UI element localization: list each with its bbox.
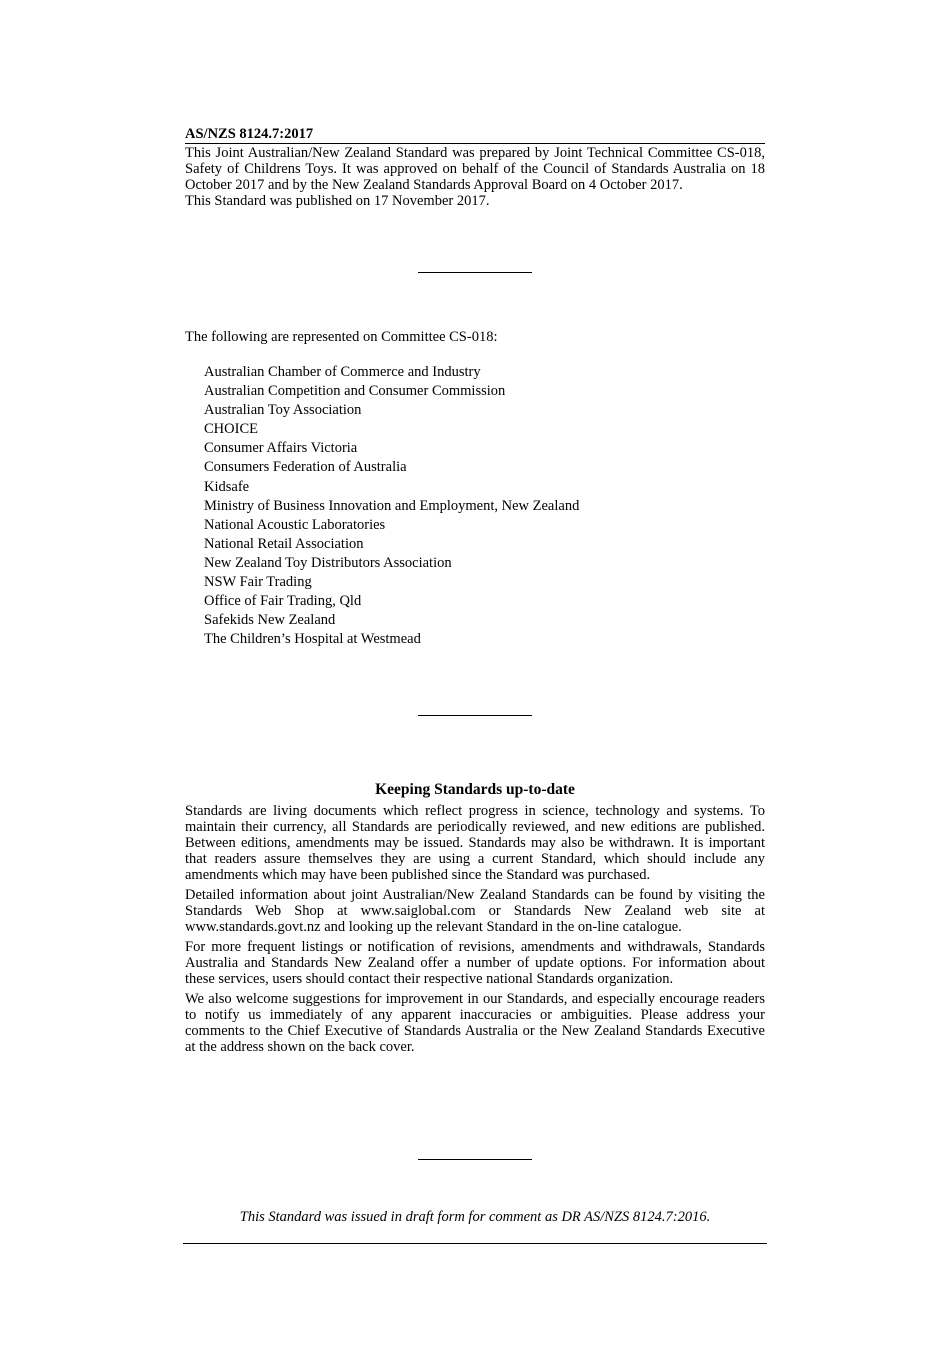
committee-member: The Children’s Hospital at Westmead [204,631,421,648]
keeping-standards-heading: Keeping Standards up-to-date [375,781,575,798]
body-paragraph: For more frequent listings or notification of revisions, amendments and withdrawals, Standards Australia and Standards New Zealand offer a number of update options. For information about these services, users should contact their respective national Standards organization. [185,939,765,987]
footer-rule [183,1243,767,1244]
committee-member: Consumers Federation of Australia [204,459,407,476]
standard-number: AS/NZS 8124.7:2017 [185,126,314,142]
draft-note: This Standard was issued in draft form for comment as DR AS/NZS 8124.7:2016. [239,1209,711,1225]
section-divider [418,1159,532,1160]
keeping-standards-body [185,803,765,1059]
committee-member: Australian Competition and Consumer Commission [204,383,506,400]
committee-member: New Zealand Toy Distributors Association [204,554,452,571]
committee-member: NSW Fair Trading [204,574,312,591]
committee-member: Ministry of Business Innovation and Employment, New Zealand [204,497,580,514]
committee-member: Safekids New Zealand [204,612,336,629]
section-divider [418,715,532,716]
body-paragraph: We also welcome suggestions for improvement in our Standards, and especially encourage readers to notify us immediately of any apparent inaccuracies or ambiguities. Please address your comments to the Chief Executive of Standards Australia or the New Zealand Standards Executive at the address shown on the back cover. [185,991,765,1055]
committee-member: CHOICE [204,421,258,438]
preparation-paragraph: This Joint Australian/New Zealand Standard was prepared by Joint Technical Committee CS-018, Safety of Childrens Toys. It was approved on behalf of the Council of Standards Australia on 18 October 2017 and by the New Zealand Standards Approval Board on 4 October 2017. [185,145,765,193]
body-paragraph: Detailed information about joint Australian/New Zealand Standards can be found by visiting the Standards Web Shop at www.saiglobal.com or Standards New Zealand web site at www.standards.govt.nz and looking up the relevant Standard in the on-line catalogue. [185,887,765,935]
committee-member-list [204,363,579,649]
section-divider [418,272,532,273]
preparation-statement [185,145,765,209]
committee-member: National Acoustic Laboratories [204,516,386,533]
header-rule [185,143,765,144]
committee-member: Office of Fair Trading, Qld [204,593,362,610]
body-paragraph: Standards are living documents which reflect progress in science, technology and systems. To maintain their currency, all Standards are periodically reviewed, and new editions are published. Between editions, amendments may be issued. Standards may also be withdrawn. It is important that readers assure themselves they are using a current Standard, which should include any amendments which may have been published since the Standard was purchased. [185,803,765,883]
committee-member: Australian Toy Association [204,402,362,419]
publication-line: This Standard was published on 17 November 2017. [185,193,490,209]
committee-member: Kidsafe [204,478,250,495]
committee-member: Australian Chamber of Commerce and Industry [204,364,481,380]
committee-intro: The following are represented on Committee CS-018: [185,329,498,345]
committee-member: Consumer Affairs Victoria [204,440,358,457]
committee-member: National Retail Association [204,535,364,552]
